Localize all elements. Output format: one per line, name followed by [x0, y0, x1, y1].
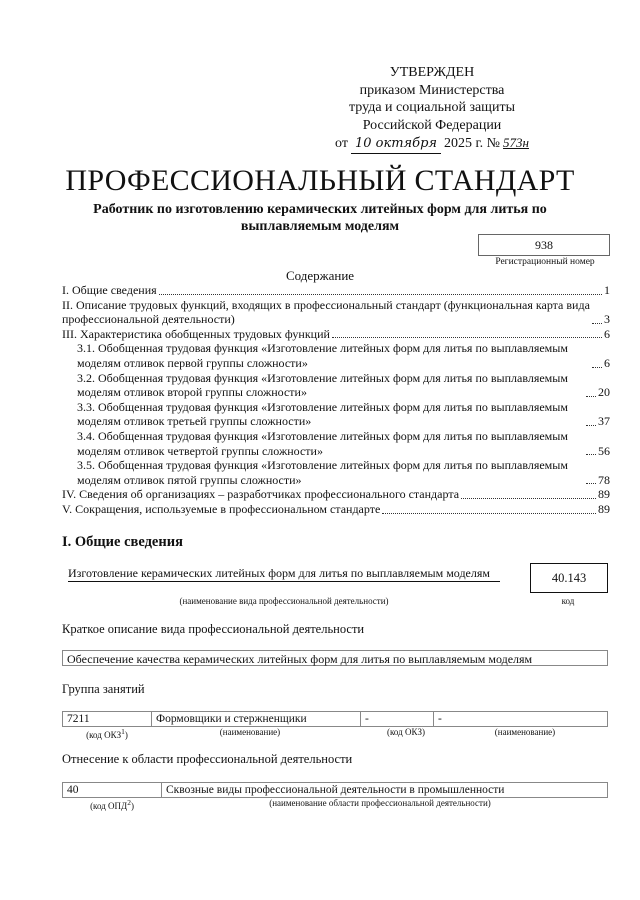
registration-number-box: 938	[478, 234, 610, 256]
approval-heading: УТВЕРЖДЕН	[389, 65, 475, 80]
okz-name-caption-2: (наименование)	[494, 727, 556, 737]
toc-item[interactable]: 3.2. Обобщенная трудовая функция «Изготовление литейных форм для литья по выплавляемым моделям отливок второй группы сложности» 20	[77, 370, 610, 400]
table-row	[63, 783, 608, 798]
okz-code-caption: (код ОКЗ$^1$)	[86, 727, 128, 740]
occupation-group-table	[62, 711, 608, 727]
activity-area-table	[62, 782, 608, 798]
toc-item[interactable]: III. Характеристика обобщенных трудовых функций 6	[62, 326, 610, 341]
activity-code-caption: код	[561, 596, 575, 606]
toc-title: Содержание	[285, 268, 355, 283]
approval-block	[302, 64, 562, 154]
opd-name-caption: (наименование области профессиональной деятельности)	[269, 798, 491, 808]
toc-item[interactable]: IV. Сведения об организациях – разработчиках профессионального стандарта 89	[62, 487, 610, 502]
toc-item[interactable]: II. Описание трудовых функций, входящих в профессиональный стандарт (функциональная карта вида профессиональной деятельности) 3	[62, 297, 610, 327]
opd-code-cell: 40	[63, 783, 162, 798]
order-year: 2025 г. №	[444, 136, 501, 151]
okz-name-cell-2: -	[434, 712, 608, 727]
order-line	[302, 134, 562, 154]
table-row	[63, 712, 608, 727]
toc-item[interactable]: I. Общие сведения 1	[62, 283, 610, 297]
activity-name-caption: (наименование вида профессиональной деятельности)	[179, 596, 389, 606]
activity-area-heading: Отнесение к области профессиональной деятельности	[62, 752, 353, 766]
occupation-group-heading: Группа занятий	[62, 682, 145, 696]
okz-code-cell: 7211	[63, 712, 152, 727]
document-subtitle: Работник по изготовлению керамических литейных форм для литья по выплавляемым моделям	[93, 202, 547, 234]
section-heading-general: I. Общие сведения	[62, 534, 183, 550]
opd-code-caption: (код ОПД$^2$)	[90, 798, 134, 811]
order-number: 573н	[503, 135, 529, 150]
activity-code-box: 40.143	[530, 563, 608, 593]
toc-item[interactable]: 3.4. Обобщенная трудовая функция «Изготовление литейных форм для литья по выплавляемым моделям отливок четвертой группы сложности» 56	[77, 428, 610, 458]
registration-number-label: Регистрационный номер	[495, 257, 595, 267]
table-of-contents	[62, 283, 610, 517]
short-description-heading: Краткое описание вида профессиональной деятельности	[62, 622, 365, 636]
approval-line-2: труда и социальной защиты	[349, 100, 515, 115]
order-from: от	[335, 136, 348, 151]
activity-name: Изготовление керамических литейных форм для литья по выплавляемым моделям	[68, 566, 500, 582]
handwritten-date-signature: 10 октября	[351, 135, 441, 154]
toc-item[interactable]: 3.3. Обобщенная трудовая функция «Изготовление литейных форм для литья по выплавляемым моделям отливок третьей группы сложности» 37	[77, 399, 610, 429]
approval-line-1: приказом Министерства	[359, 82, 505, 98]
toc-item[interactable]: 3.5. Обобщенная трудовая функция «Изготовление литейных форм для литья по выплавляемым моделям отливок пятой группы сложности» 78	[77, 458, 610, 487]
toc-item[interactable]: V. Сокращения, используемые в профессиональном стандарте 89	[62, 501, 610, 516]
short-description-box: Обеспечение качества керамических литейных форм для литья по выплавляемым моделям	[62, 650, 608, 666]
okz-name-caption: (наименование)	[219, 727, 281, 737]
opd-name-cell: Сквозные виды профессиональной деятельности в промышленности	[162, 783, 608, 798]
okz-code-cell-2: -	[361, 712, 434, 727]
okz-code-caption-2: (код ОКЗ)	[387, 727, 425, 737]
document-title: ПРОФЕССИОНАЛЬНЫЙ СТАНДАРТ	[65, 164, 575, 197]
toc-item[interactable]: 3.1. Обобщенная трудовая функция «Изготовление литейных форм для литья по выплавляемым моделям отливок первой группы сложности» 6	[77, 341, 610, 370]
okz-name-cell: Формовщики и стержненщики	[152, 712, 361, 727]
approval-line-3: Российской Федерации	[362, 117, 502, 133]
